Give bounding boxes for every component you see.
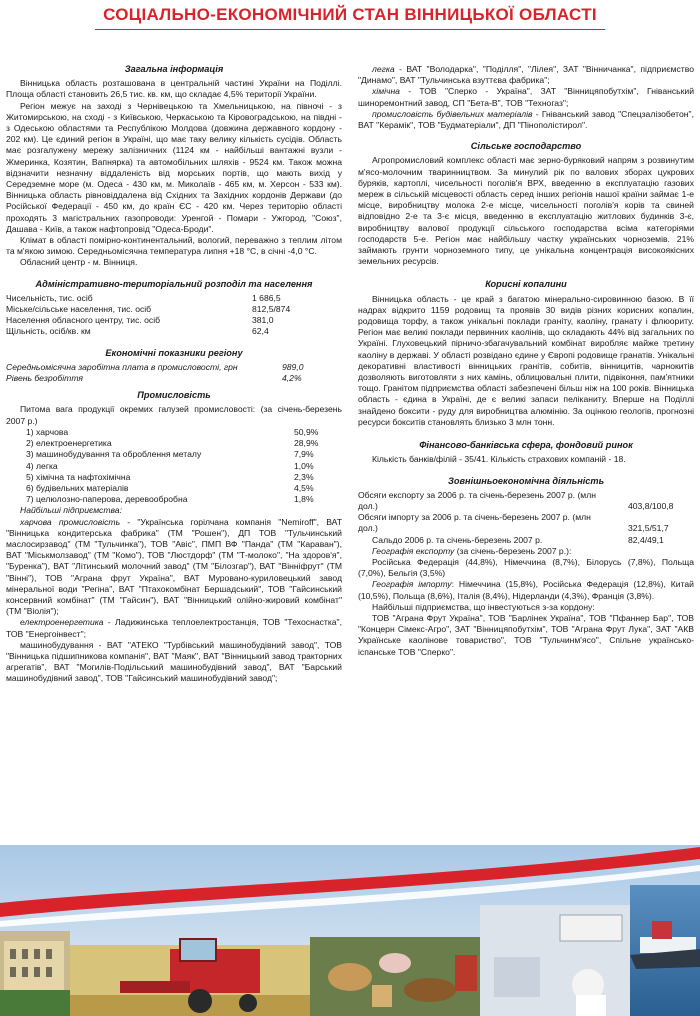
general-p3: Клімат в області помірно-континентальний, вологий, переважно з теплим літом та м'якою зимою. Середньомісячна температура липня +18 °С, в січні -4,0 °С.: [6, 235, 342, 257]
admin-row: Населення обласного центру, тис. осіб 381,0: [6, 315, 274, 326]
industry-intro: Питома вага продукції окремих галузей промисловості: (за січень-березень 2007 р.): [6, 404, 342, 426]
economy-table: [6, 362, 342, 384]
general-heading: Загальна інформація: [124, 64, 224, 74]
geo-import: Географія імпорту: Німеччина (15,8%), Російська Федерація (12,8%), Китай (10,5%), Польща (8,6%), Італія (8,4%), Нідерланди (4,3%), Франція (3,8%).: [358, 579, 694, 601]
list-item: 1) харчова 50,9%: [26, 426, 319, 437]
largest-label: Найбільші підприємства:: [20, 505, 122, 516]
collage-svg: [0, 845, 700, 1016]
general-p4: Обласний центр - м. Вінниця.: [20, 257, 138, 268]
agro-p1: Агропромисловий комплекс області має зерно-буряковий напрям з розвинутим м'ясо-молочним тваринництвом. За минулий рік по валових зборах цукрових буряків, картоплі, чисельності поголів'я ВРХ, введенню в експлуатацію газових мереж в сільській місцевості область серед інших регіонів нашої країни займає 1-е місце, виробництву молока 2-е місце, чисельності поголів'я корів та свиней відповідно 2-е та 3-є місця, введенню в експлуатацію житлових будинків 3-є, виробництву валової продукції сільського господарства всіма категоріями господарств 5-е. Регіон має найбільшу частку українських чорноземів. 21% займають грунти чорноземного типу, це унікальна концентрація високоякісних земельних ресурсів.: [358, 155, 694, 267]
list-item: 2) електроенергетика 28,9%: [26, 438, 319, 449]
list-item: 7) целюлозно-паперова, деревообробна 1,8%: [26, 494, 314, 505]
laboratory-photo: [480, 905, 630, 1016]
economy-row: Середньомісячна заробітна плата в промисловості, грн 989,0: [6, 361, 304, 372]
import-row: Обсяги імпорту за 2006 р. та січень-березень 2007 р. (млн дол.) 321,5/51,7: [358, 512, 669, 534]
trade-heading: Зовнішньоекономічна діяльність: [447, 475, 605, 486]
food-products-photo: [310, 937, 480, 1016]
investors-list: ТОВ "Аграна Фрут Україна", ТОВ "Барлінек Україна", ТОВ "Пфаннер Бар", ТОВ "Концерн Сімекс-Агро", ЗАТ "Вінницяпобутхім", ТОВ "Аграна Фрут Лука", ЗАТ "АКВ Українське каолінове товариство", ТОВ "Тульчинм'ясо", Спільне українсько-іспанське ТОВ "Сперко".: [358, 612, 694, 657]
left-column: [6, 62, 342, 685]
finance-text: Кількість банків/філій - 35/41. Кількість страхових компаній - 18.: [372, 454, 626, 465]
right-column: [358, 64, 694, 658]
admin-table: [6, 293, 342, 338]
photo-collage: [0, 845, 700, 1016]
admin-row: Щільність, осіб/кв. км 62,4: [6, 326, 269, 337]
minerals-heading: Корисні копалини: [485, 279, 567, 290]
admin-row: Міське/сільське населення, тис. осіб 812,5/874: [6, 304, 291, 315]
finance-heading: Фінансово-банківська сфера, фондовий ринок: [419, 440, 633, 451]
admin-heading: Адміністративно-територіальний розподіл та населення: [35, 278, 313, 289]
economy-heading: Економічні показники регіону: [105, 347, 243, 358]
economy-row: Рівень безробіття 4,2%: [6, 373, 302, 384]
list-item: 6) будівельних матеріалів 4,5%: [26, 482, 314, 493]
build-industry: промисловість будівельних матеріалів - Гніванський завод "Спецзалізобетон", ВАТ "Керамік", ТОВ "Будматеріали", ДП "Пінополістирол".: [358, 108, 694, 131]
industry-list: [6, 427, 342, 505]
agro-heading: Сільське господарство: [470, 141, 582, 152]
general-p2: Регіон межує на заході з Чернівецькою та Хмельницькою, на півночі - з Житомирською, на сході - з Київською, Черкаською та Кіровоградською, на півдні - з Одеською областями та Республікою Молдова (довжина державного кордону - 202 км). Це єдиний регіон в Україні, що має таку велику кількість сусідів. Область має розгалужену мережу залізничних (1124 км - найбільші вантажні вузли - Жмеринка, Козятин, Вапнярка) та автомобільних шляхів - 9524 км. Також можна відзначити незначну віддаленість від морських портів, що мають вихід у Середземне море (м. Одеса - 430 км, м. Миколаїв - 465 км, м. Херсон - 533 км). Вінницька область рівновіддалена від Східних та Західних кордонів Держави (до Російської Федерації - 450 км, до країн ЄС - 420 км. Через територію області проходять 3 магістральних газопроводи: Уренгой - Помари - Ужгород, "Союз", Дашава - Київ, а також нафтопровід "Одеса-Броди".: [6, 100, 342, 234]
list-item: 5) хімічна та нафтохімічна 2,3%: [26, 471, 314, 482]
industry-heading: Промисловість: [137, 390, 211, 401]
food-industry: харчова промисловість - "Українська горілчана компанія "Nemiroff", ВАТ "Вінницька кондитерська фабрика" (ТМ "Рошен"), ДП ТОВ "Тульчинський маслосирзавод" (ТМ "Тульчинка"), ТОВ "Авіс", ПМП ВФ "Панда" (ТМ "Караван"), ВАТ "Міськмолзавод" (ТМ "Комо"), ТОВ "Люстдорф" (ТМ "Т-молоко", "На здоров'я", "Буренка"), ВАТ "Літинський молочний завод" (ТМ "Білозгар"), ВАТ "Вінніфрут" (ТМ "Вінні"), ТОВ "Аграна фрут Україна", ВАТ Муровано-куриловецький завод мінеральної води "Регіна", ВАТ "Птахокомбінат Бершадський", ТОВ "Гайсинський консервний комбінат" (ТМ "Гайсин"), ВАТ "Вінницький олійно-жировий комбінат" (ТМ "Віолія");: [6, 516, 342, 617]
geo-export-label: Географія експорту (за січень-березень 2007 р.):: [372, 545, 572, 556]
energy-industry: електроенергетика - Ладижинська теплоелектростанція, ТОВ "Техоснастка", ТОВ "Енергоінвест";: [6, 617, 342, 639]
page-title: СОЦІАЛЬНО-ЕКОНОМІЧНИЙ СТАН ВІННИЦЬКОЇ ОБЛАСТІ: [103, 5, 597, 24]
ship-photo: [630, 885, 700, 1016]
combine-harvester-photo: [70, 939, 310, 1016]
page-header: [0, 0, 700, 32]
investors-intro: Найбільші підприємства, що інвестуються з-за кордону:: [372, 601, 595, 612]
list-item: 3) машинобудування та оброблення металу 7,9%: [26, 449, 314, 460]
export-row: Обсяги експорту за 2006 р. та січень-березень 2007 р. (млн дол.) 403,8/100,8: [358, 489, 674, 511]
saldo-row: Сальдо 2006 р. та січень-березень 2007 р. 82,4/49,1: [372, 534, 664, 545]
list-item: 4) легка 1,0%: [26, 460, 314, 471]
buildings-photo: [0, 931, 70, 1016]
chem-industry: хімічна - ТОВ "Сперко - Україна", ЗАТ "Вінницяпобутхім", Гніванський шиноремонтний завод, СП "Бета-В", ТОВ "Техногаз";: [358, 86, 694, 108]
machine-industry: машинобудування - ВАТ "АТЕКО "Турбівський машинобудівний завод", ТОВ "Вінницька підшипникова компанія", ВАТ "Маяк", ВАТ "Вінницький завод тракторних агрегатів", ВАТ "Могилів-Подільський машинобудівний завод", ВАТ "Барський машинобудівний завод", ТОВ "Гайсинський машинобудівний завод";: [6, 639, 342, 684]
admin-row: Чисельність, тис. осіб 1 686,5: [6, 292, 281, 303]
light-industry: легка - ВАТ "Володарка", "Поділля", "Лілея", ЗАТ "Вінничанка", підприємство "Динамо", ВАТ "Тульчинська взуттєва фабрика";: [358, 64, 694, 86]
geo-export: Російська Федерація (44,8%), Німеччина (8,7%), Білорусь (7,8%), Польща (7,0%), Бельгія (3,5%): [358, 556, 694, 579]
general-p1: Вінницька область розташована в центральній частині України на Поділлі. Площа області становить 26,5 тис. кв. км, що складає 4,5% території України.: [6, 78, 342, 100]
title-underline: [95, 29, 605, 30]
minerals-p1: Вінницька область - це край з багатою мінерально-сировинною базою. В її надрах відкрито 1159 родовищ та проявів 30 видів різних корисних копалин, родовища торфу, а також унікальні поклади граніту, каоліну, гранату і флюориту. Регіон має великі поклади первинних каолінів, що складають 44% від загальних по Україні. Глуховецький пірничо-збагачувальний комбінат виробляє майже третину каоліну в державі. У області розвідано єдине у Європі родовище гранатів. Унікальні декоративні властивості вінницьких гранітів, собитів, вінницитів, чарнокитів дозволяють виготовляти з них камінь, облицювальні плити, підвіконня, пам'ятники тощо. Гранітом підприємства області забезпечені більш ніж на 100 років. Вінницька область - єдина в Україні, де є великі запаси пеліканиту. Вперше на Поділлі знайдено боксити - руду для виробництва алюмінію. За оцінкою геологів, прогнозні ресурси бокситів становлять близько 3 млн тонн.: [358, 293, 694, 427]
